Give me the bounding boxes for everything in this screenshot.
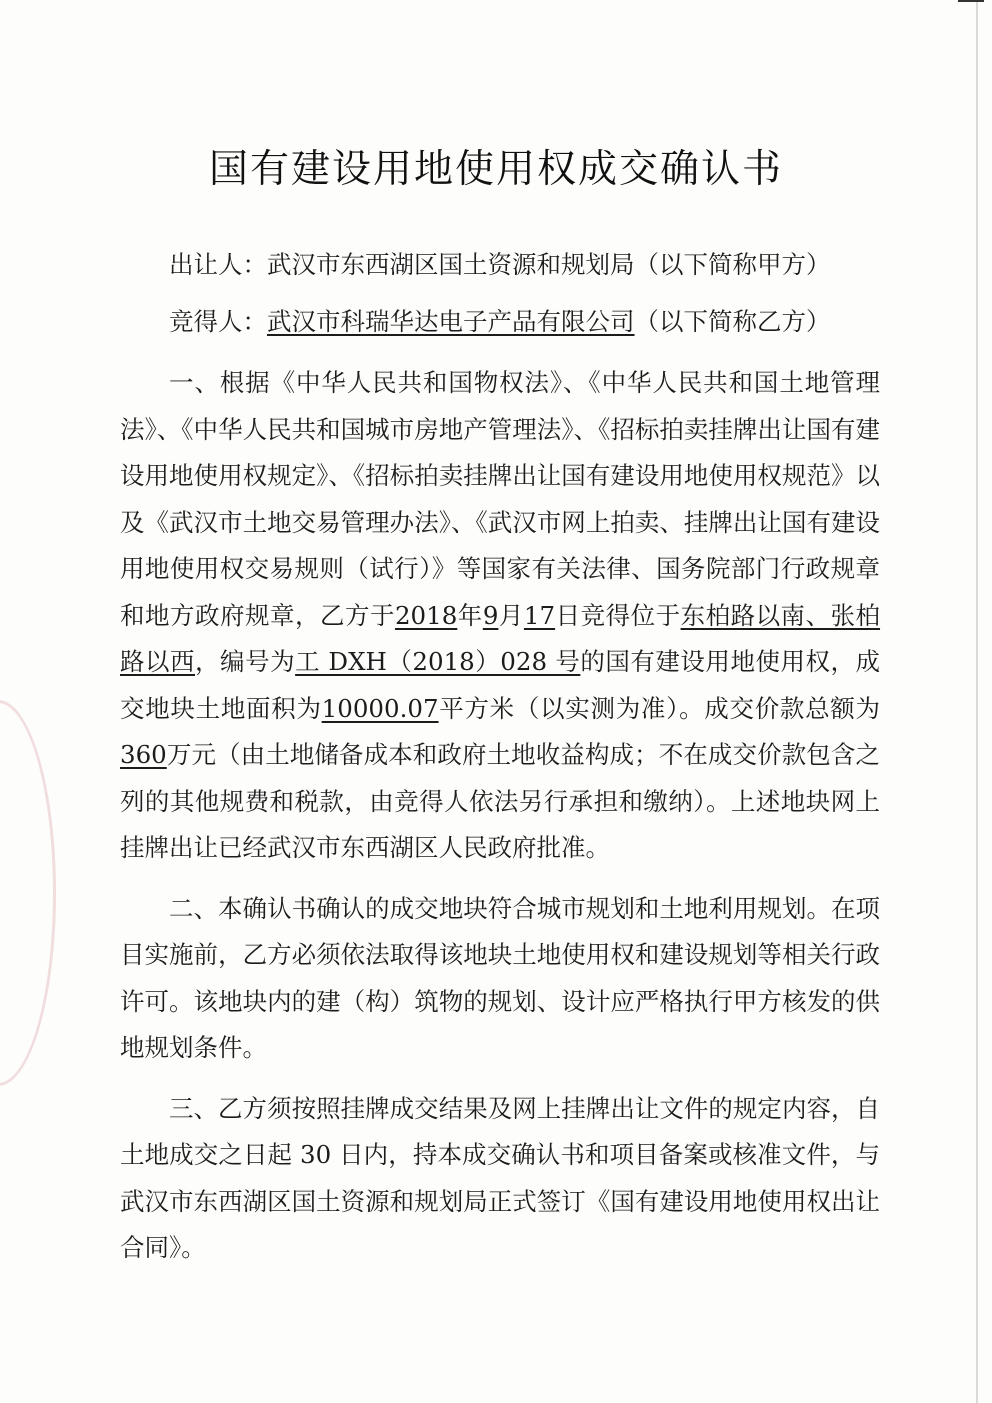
day-unit-text: 日竞得位于 [555,600,681,630]
transferor-suffix: （以下简称甲方） [634,250,831,279]
winner-label: 竞得人： [169,307,267,336]
clause-one-tail: 万元（由土地储备成本和政府土地收益构成；不在成交价款包含之列的其他规费和税款，由竞得人依法另行承担和缴纳）。上述地块网上挂牌出让已经武汉市东西湖区人民政府批准。 [120,740,880,862]
scan-edge-line [976,0,978,1403]
year-unit: 年 [457,600,483,630]
transferor-line [120,236,880,293]
month-unit: 月 [498,600,524,630]
deal-year: 2018 [394,600,458,630]
winner-line [120,293,880,350]
document-title: 国有建设用地使用权成交确认书 [208,147,783,192]
price-label: 平方米（以实测为准）。成交价款总额为 [438,693,881,723]
clause-two: 二、本确认书确认的成交地块符合城市规划和土地利用规划。在项目实施前，乙方必须依法取得该地块土地使用权和建设规划等相关行政许可。该地块内的建（构）筑物的规划、设计应严格执行甲方核发的供地规划条件。 [120,893,880,1062]
scan-corner-mark [958,0,984,14]
deal-day: 17 [523,600,556,630]
clause-one [120,360,880,872]
deal-price: 360 [120,740,167,769]
winner-name: 武汉市科瑞华达电子产品有限公司 [267,307,635,336]
clause-three: 三、乙方须按照挂牌成交结果及网上挂牌出让文件的规定内容，自土地成交之日起 30 日内，持本成交确认书和项目备案或核准文件，与武汉市东西湖区国土资源和规划局正式签订《国有建设用地使用权出让合同》。 [120,1093,880,1262]
deal-month: 9 [482,600,499,630]
clause-one-text: 一、根据《中华人民共和国物权法》、《中华人民共和国土地管理法》、《中华人民共和国城市房地产管理法》、《招标拍卖挂牌出让国有建设用地使用权规定》、《招标拍卖挂牌出让国有建设用地使用权规范》以及《武汉市土地交易管理办法》、《武汉市网上拍卖、挂牌出让国有建设用地使用权交易规则（试行）》等国家有关法律、国务院部门行政规章和地方政府规章，乙方于 [120,368,880,630]
winner-suffix: （以下简称乙方） [634,307,831,336]
parcel-area: 10000.07 [321,693,439,723]
parcel-number: 工 DXH（2018）028 号 [295,647,581,676]
parcel-no-label: ，编号为 [195,647,296,676]
document-body [120,236,880,1272]
red-seal-fragment [0,700,56,1086]
transferor-name: 武汉市东西湖区国土资源和规划局 [267,250,635,279]
parcel-location: 东柏路以南、张柏路以西 [120,600,881,676]
area-label: 的国有建设用地使用权，成交地块土地面积为 [120,647,881,723]
transferor-label: 出让人： [169,250,267,279]
